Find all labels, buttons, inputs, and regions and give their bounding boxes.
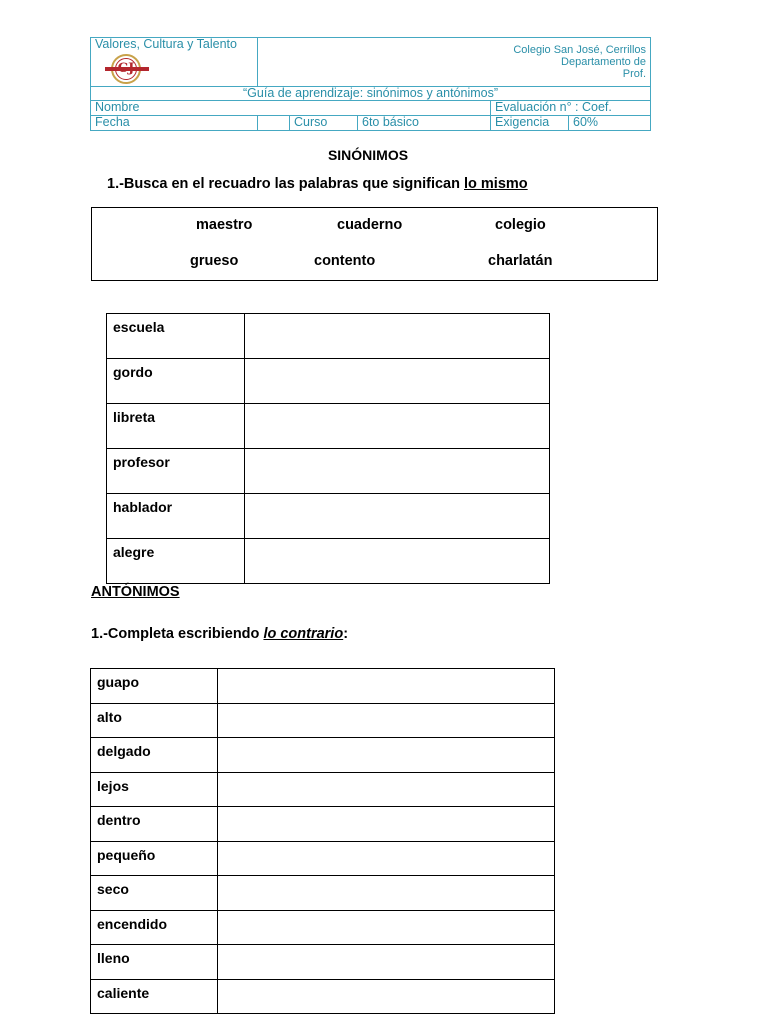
table-row (91, 945, 555, 980)
word-box-word: charlatán (488, 253, 553, 269)
synonyms-table (106, 313, 550, 584)
antonyms-instruction-text: 1.-Completa escribiendo (91, 626, 264, 642)
table-row (91, 772, 555, 807)
table-row (91, 979, 555, 1014)
answer-cell[interactable] (245, 404, 550, 449)
antonyms-instruction (91, 626, 348, 642)
antonym-word: encendido (91, 910, 218, 945)
answer-cell[interactable] (218, 841, 555, 876)
curso-label: Curso (290, 116, 358, 131)
motto: Valores, Cultura y Talento (95, 37, 237, 51)
antonym-word: alto (91, 703, 218, 738)
synonym-word: gordo (107, 359, 245, 404)
answer-cell[interactable] (218, 738, 555, 773)
fecha-field[interactable]: Fecha (91, 116, 258, 131)
exigencia-label: Exigencia (491, 116, 569, 131)
antonym-word: lejos (91, 772, 218, 807)
antonym-word: lleno (91, 945, 218, 980)
answer-cell[interactable] (245, 359, 550, 404)
header-logo-cell (91, 38, 258, 87)
department: Departamento de (561, 56, 647, 68)
antonym-word: caliente (91, 979, 218, 1014)
header-table (90, 37, 651, 131)
answer-cell[interactable] (245, 539, 550, 584)
answer-cell[interactable] (245, 314, 550, 359)
school-name: Colegio San José, Cerrillos (513, 44, 647, 56)
table-row (91, 807, 555, 842)
fecha-value[interactable] (258, 116, 290, 131)
exigencia-value: 60% (569, 116, 651, 131)
antonyms-heading: ANTÓNIMOS (91, 584, 180, 600)
answer-cell[interactable] (218, 876, 555, 911)
synonym-word: hablador (107, 494, 245, 539)
table-row (107, 359, 550, 404)
synonym-word: alegre (107, 539, 245, 584)
word-box-word: colegio (495, 217, 546, 233)
antonyms-instruction-emphasis: lo contrario (263, 626, 344, 642)
word-box (91, 207, 658, 281)
table-row (107, 449, 550, 494)
school-info-cell (258, 38, 651, 87)
antonym-word: dentro (91, 807, 218, 842)
table-row (107, 314, 550, 359)
word-box-word: grueso (190, 253, 239, 269)
answer-cell[interactable] (218, 703, 555, 738)
answer-cell[interactable] (218, 945, 555, 980)
answer-cell[interactable] (218, 807, 555, 842)
synonyms-heading: SINÓNIMOS (327, 147, 409, 163)
answer-cell[interactable] (245, 494, 550, 539)
school-logo (101, 54, 155, 84)
logo-monogram: CJ (115, 58, 137, 80)
antonym-word: delgado (91, 738, 218, 773)
antonym-word: pequeño (91, 841, 218, 876)
synonyms-instruction-text: 1.-Busca en el recuadro las palabras que significan (107, 176, 464, 192)
table-row (91, 841, 555, 876)
table-row (91, 669, 555, 704)
table-row (91, 910, 555, 945)
evaluacion-field[interactable]: Evaluación n° : Coef. (491, 101, 651, 116)
antonym-word: seco (91, 876, 218, 911)
table-row (107, 404, 550, 449)
answer-cell[interactable] (218, 772, 555, 807)
word-box-word: maestro (196, 217, 253, 233)
nombre-field[interactable]: Nombre (91, 101, 491, 116)
synonyms-instruction (107, 176, 528, 192)
table-row (107, 539, 550, 584)
table-row (91, 738, 555, 773)
prof-label: Prof. (622, 68, 647, 80)
antonyms-table (90, 668, 555, 1014)
antonyms-instruction-colon: : (343, 626, 349, 642)
synonym-word: escuela (107, 314, 245, 359)
synonym-word: profesor (107, 449, 245, 494)
answer-cell[interactable] (218, 669, 555, 704)
table-row (91, 876, 555, 911)
table-row (91, 703, 555, 738)
curso-value: 6to básico (358, 116, 491, 131)
word-box-word: contento (314, 253, 376, 269)
synonyms-instruction-emphasis: lo mismo (464, 176, 528, 192)
guide-title: “Guía de aprendizaje: sinónimos y antónimos” (91, 87, 651, 101)
antonym-word: guapo (91, 669, 218, 704)
table-row (107, 494, 550, 539)
answer-cell[interactable] (218, 910, 555, 945)
word-box-word: cuaderno (337, 217, 403, 233)
answer-cell[interactable] (245, 449, 550, 494)
synonym-word: libreta (107, 404, 245, 449)
answer-cell[interactable] (218, 979, 555, 1014)
